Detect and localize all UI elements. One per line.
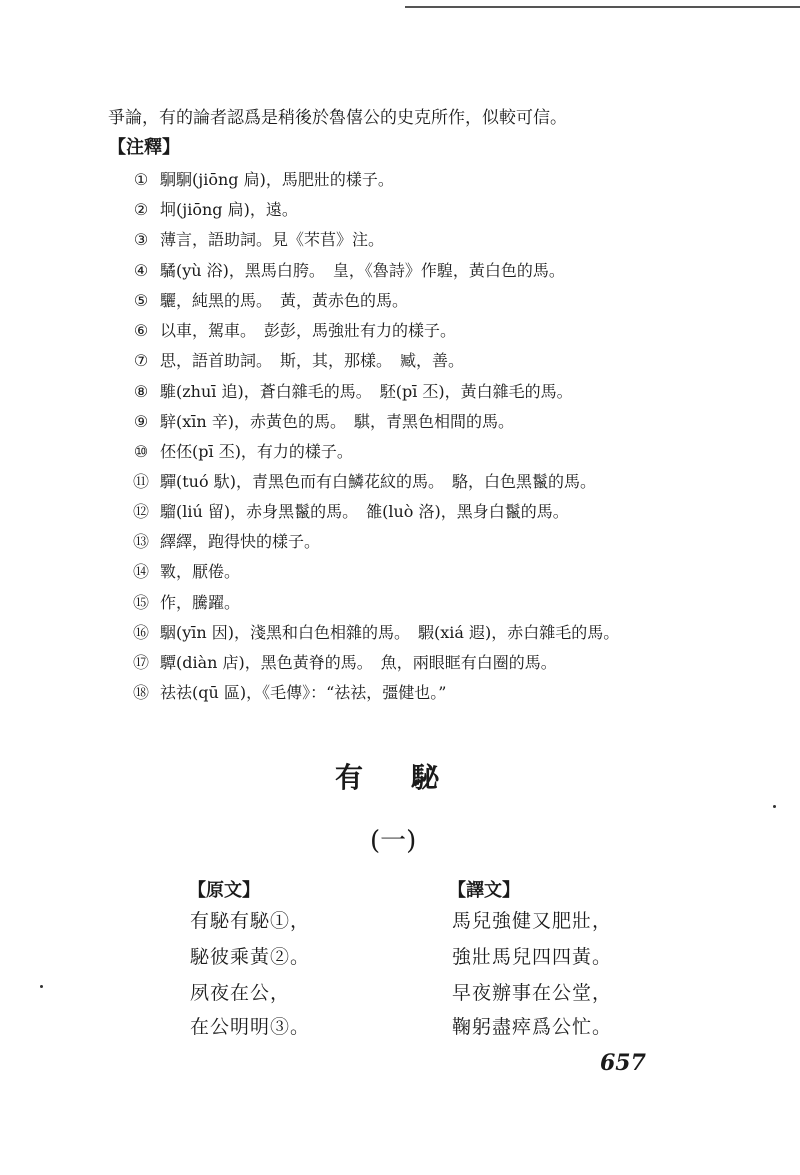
note-item bbox=[130, 623, 619, 643]
note-text: 伾伾(pī 丕)，有力的樣子。 bbox=[160, 442, 353, 461]
note-text: 坰(jiōng 扃)，遠。 bbox=[160, 200, 298, 219]
translation-line: 馬兒強健又肥壯， bbox=[452, 910, 613, 932]
note-text: 薄言，語助詞。見《芣苢》注。 bbox=[160, 230, 385, 249]
note-text: 祛祛(qū 區)，《毛傳》：“祛祛，彊健也。” bbox=[160, 683, 447, 702]
scan-speck bbox=[773, 805, 776, 808]
original-line: 夙夜在公， bbox=[190, 982, 291, 1004]
scan-speck bbox=[40, 985, 43, 988]
original-line: 駜彼乘黃②。 bbox=[190, 946, 311, 968]
top-rule bbox=[405, 0, 800, 8]
note-item bbox=[130, 200, 298, 220]
notes-heading: 【注釋】 bbox=[108, 137, 180, 158]
note-number: ③ bbox=[133, 230, 149, 249]
intro-text: 爭論，有的論者認爲是稍後於魯僖公的史克所作，似較可信。 bbox=[108, 108, 567, 128]
note-text: 繹繹，跑得快的樣子。 bbox=[160, 532, 321, 551]
note-item bbox=[130, 261, 565, 281]
note-item bbox=[130, 653, 557, 673]
note-item bbox=[130, 502, 569, 522]
note-text: 騮(liú 留)，赤身黑鬣的馬。 雒(luò 洛)，黑身白鬣的馬。 bbox=[160, 502, 569, 521]
translation-line: 鞠躬盡瘁爲公忙。 bbox=[452, 1016, 613, 1038]
note-number: ⑭ bbox=[132, 562, 149, 581]
note-item bbox=[130, 683, 446, 703]
note-text: 驪，純黑的馬。 黃，黃赤色的馬。 bbox=[160, 291, 409, 310]
note-item bbox=[130, 382, 573, 402]
note-item bbox=[130, 593, 240, 613]
translation-heading: 【譯文】 bbox=[448, 880, 520, 901]
note-item bbox=[130, 562, 240, 582]
note-number: ④ bbox=[133, 261, 149, 280]
note-number: ⑮ bbox=[132, 593, 149, 612]
original-line: 在公明明③。 bbox=[190, 1016, 311, 1038]
note-number: ⑧ bbox=[133, 382, 149, 401]
note-number: ⑩ bbox=[133, 442, 149, 461]
note-text: 駰(yīn 因)，淺黑和白色相雜的馬。 騢(xiá 遐)，赤白雜毛的馬。 bbox=[160, 623, 620, 642]
note-number: ⑤ bbox=[133, 291, 149, 310]
note-text: 作，騰躍。 bbox=[160, 593, 241, 612]
note-number: ① bbox=[133, 170, 149, 189]
note-number: ⑰ bbox=[132, 653, 149, 672]
translation-line: 強壯馬兒四四黃。 bbox=[452, 946, 613, 968]
note-text: 驔(diàn 店)，黑色黃脊的馬。 魚，兩眼眶有白圈的馬。 bbox=[160, 653, 557, 672]
note-item bbox=[130, 321, 456, 341]
original-line: 有駜有駜①， bbox=[190, 910, 311, 932]
note-number: ② bbox=[133, 200, 149, 219]
note-item bbox=[130, 230, 384, 250]
note-item bbox=[130, 442, 353, 462]
note-text: 思，語首助詞。 斯，其，那樣。 臧，善。 bbox=[160, 351, 465, 370]
translation-line: 早夜辦事在公堂， bbox=[452, 982, 613, 1004]
note-number: ⑱ bbox=[132, 683, 149, 702]
note-number: ⑨ bbox=[133, 412, 149, 431]
note-item bbox=[130, 351, 464, 371]
note-item bbox=[130, 170, 394, 190]
note-number: ⑥ bbox=[133, 321, 149, 340]
note-text: 以車，駕車。 彭彭，馬強壯有力的樣子。 bbox=[160, 321, 457, 340]
note-number: ⑫ bbox=[132, 502, 149, 521]
note-number: ⑦ bbox=[133, 351, 149, 370]
note-text: 驒(tuó 馱)，青黑色而有白鱗花紋的馬。 駱，白色黑鬣的馬。 bbox=[160, 472, 596, 491]
note-text: 騂(xīn 辛)，赤黃色的馬。 騏，青黑色相間的馬。 bbox=[160, 412, 515, 431]
note-item bbox=[130, 472, 596, 492]
note-item bbox=[130, 412, 514, 432]
note-item bbox=[130, 532, 320, 552]
note-number: ⑪ bbox=[132, 472, 149, 491]
original-heading: 【原文】 bbox=[188, 880, 260, 901]
note-text: 駉駉(jiōng 扃)，馬肥壯的樣子。 bbox=[160, 170, 394, 189]
page-number: 657 bbox=[600, 1050, 646, 1076]
part-label: (一) bbox=[370, 826, 417, 856]
note-text: 驈(yù 浴)，黑馬白胯。 皇，《魯詩》作騜，黃白色的馬。 bbox=[160, 261, 565, 280]
note-text: 斁，厭倦。 bbox=[160, 562, 241, 581]
note-number: ⑯ bbox=[132, 623, 149, 642]
section-title: 有駜 bbox=[335, 761, 488, 794]
note-text: 騅(zhuī 追)，蒼白雜毛的馬。 駓(pī 丕)，黃白雜毛的馬。 bbox=[160, 382, 573, 401]
note-number: ⑬ bbox=[132, 532, 149, 551]
note-item bbox=[130, 291, 408, 311]
